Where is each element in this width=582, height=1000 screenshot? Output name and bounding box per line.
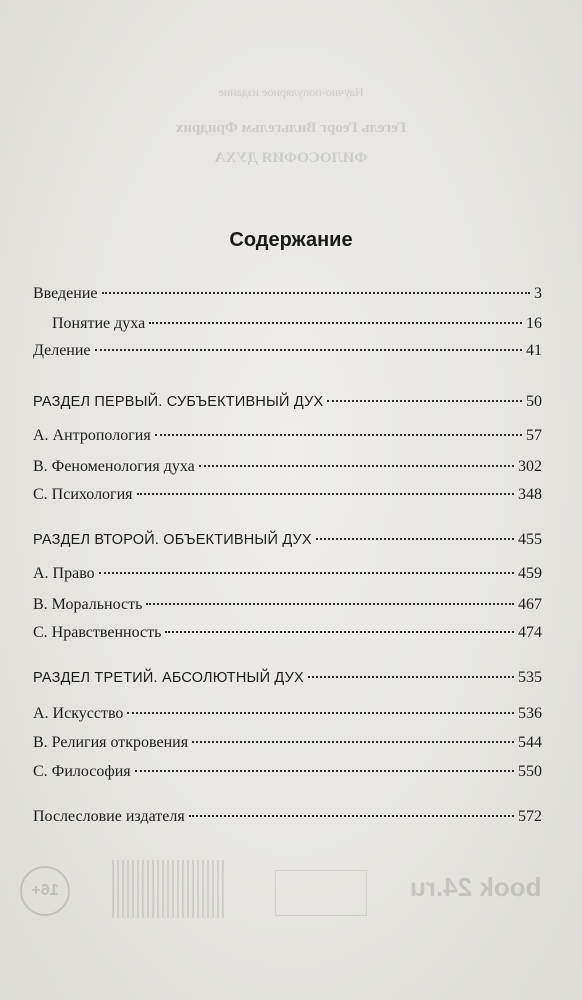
toc-entry-label: В. Феноменология духа: [33, 458, 195, 475]
dot-leader: [99, 571, 514, 574]
toc-entry-label: А. Право: [33, 565, 95, 582]
dot-leader: [199, 464, 514, 467]
age-rating-badge: 16+: [20, 866, 70, 916]
dot-leader: [95, 348, 522, 351]
toc-page-number: 302: [518, 458, 542, 475]
toc-page-number: 459: [518, 565, 542, 582]
dot-leader: [137, 492, 514, 495]
toc-page-number: 455: [518, 531, 542, 548]
toc-entry: [33, 284, 542, 304]
toc-entry-label: Деление: [33, 342, 91, 359]
toc-entry-label: Послесловие издателя: [33, 808, 185, 825]
bleed-through-line-1: Научно-популярное издание: [218, 85, 364, 99]
dot-leader: [155, 433, 522, 436]
toc-section-heading: РАЗДЕЛ ПЕРВЫЙ. СУБЪЕКТИВНЫЙ ДУХ: [33, 394, 324, 410]
toc-entry-label: А. Антропология: [33, 427, 151, 444]
toc-entry: [33, 668, 542, 688]
toc-page-number: 50: [526, 393, 542, 410]
toc-page-number: 3: [534, 285, 542, 302]
toc-page-number: 535: [518, 669, 542, 686]
dot-leader: [127, 711, 514, 714]
bleed-through-line-2: Гегель Георг Вильгельм Фридрих: [175, 120, 407, 136]
toc-entry: [33, 595, 542, 615]
toc-page-number: 572: [518, 808, 542, 825]
dot-leader: [102, 291, 531, 294]
toc-entry: [33, 485, 542, 505]
dot-leader: [149, 321, 522, 324]
toc-page-number: 474: [518, 624, 542, 641]
toc-entry: [33, 564, 542, 584]
bleed-through-line-3: ФИЛОСОФИЯ ДУХА: [214, 150, 368, 166]
dot-leader: [135, 769, 514, 772]
toc-entry-label: С. Философия: [33, 763, 131, 780]
toc-page-number: 57: [526, 427, 542, 444]
dot-leader: [146, 602, 514, 605]
toc-entry-label: Понятие духа: [52, 315, 146, 332]
toc-entry: [33, 623, 542, 643]
toc-section-heading: РАЗДЕЛ ТРЕТИЙ. АБСОЛЮТНЫЙ ДУХ: [33, 670, 304, 686]
dot-leader: [189, 814, 514, 817]
dot-leader: [316, 537, 514, 540]
toc-entry-label: В. Религия откровения: [33, 734, 189, 751]
toc-entry-label: А. Искусство: [33, 705, 124, 722]
toc-entry: [33, 733, 542, 753]
toc-entry-label: Введение: [33, 285, 98, 302]
toc-page-number: 41: [526, 342, 542, 359]
toc-entry: [33, 807, 542, 827]
toc-page-number: 348: [518, 486, 542, 503]
toc-page-number: 16: [526, 315, 542, 332]
toc-entry: [33, 392, 542, 412]
toc-entry: [33, 457, 542, 477]
toc-page-number: 550: [518, 763, 542, 780]
toc-page-number: 536: [518, 705, 542, 722]
dot-leader: [192, 740, 514, 743]
toc-entry-label: В. Моральность: [33, 596, 143, 613]
toc-entry-label: С. Психология: [33, 486, 133, 503]
toc-entry: [33, 704, 542, 724]
toc-entry: [33, 341, 542, 361]
toc-page-number: 467: [518, 596, 542, 613]
toc-entry: [52, 314, 542, 334]
book24-logo: book 24.ru: [410, 872, 542, 902]
toc-entry: [33, 762, 542, 782]
toc-title: Содержание: [229, 229, 353, 251]
dot-leader: [308, 675, 514, 678]
toc-entry: [33, 530, 542, 550]
toc-entry: [33, 426, 542, 446]
toc-page-number: 544: [518, 734, 542, 751]
dot-leader: [165, 630, 514, 633]
toc-entry-label: С. Нравственность: [33, 624, 162, 641]
dot-leader: [327, 399, 522, 402]
toc-section-heading: РАЗДЕЛ ВТОРОЙ. ОБЪЕКТИВНЫЙ ДУХ: [33, 532, 312, 548]
